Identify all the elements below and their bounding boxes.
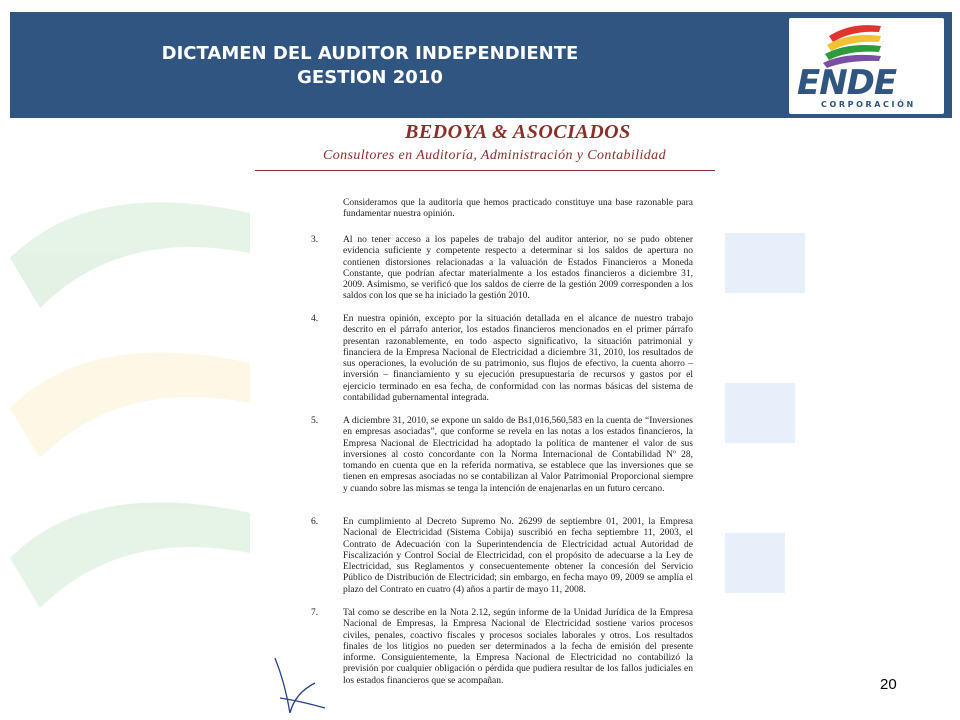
paragraph-text: Al no tener acceso a los papeles de trabajo del auditor anterior, no se pudo obtener evidencia suficiente y competente respecto a determinar si los saldos de apertura no contienen distorsiones relacionadas a la valuación de Estados Financieros a Moneda Constante, que podrían afectar materialmente a los estados financieros a diciembre 31, 2009. Asimismo, se verificó que los saldos de cierre de la gestión 2009 corresponden a los saldos con los que se ha iniciado la gestión 2010. xyxy=(343,235,693,302)
header-bar xyxy=(10,12,952,118)
paragraph-text: En nuestra opinión, excepto por la situación detallada en el alcance de nuestro trabajo descrito en el párrafo anterior, los estados financieros mencionados en el primer párrafo presentan razonablemente, en todo aspecto significativo, la situación patrimonial y financiera de la Empresa Nacional de Electricidad a diciembre 31, 2010, los resultados de sus operaciones, la evolución de su patrimonio, sus flujos de efectivo, la cuenta ahorro – inversión – financiamiento y su ejecución presupuestaria de recursos y gastos por el ejercicio terminado en esa fecha, de conformidad con las normas básicas del sistema de contabilidad gubernamental integrada. xyxy=(343,314,693,404)
paragraph-number: 3. xyxy=(311,235,319,245)
firm-subtitle: Consultores en Auditoría, Administración y Contabilidad xyxy=(323,148,666,163)
page-title xyxy=(10,42,730,90)
paragraph-number: 6. xyxy=(311,517,319,527)
ende-logo xyxy=(789,18,944,114)
firm-name: BEDOYA & ASOCIADOS xyxy=(405,121,631,143)
paragraph-number: 4. xyxy=(311,314,319,324)
signature-mark xyxy=(265,653,335,720)
paragraph-number: 5. xyxy=(311,416,319,426)
title-line-1: DICTAMEN DEL AUDITOR INDEPENDIENTE xyxy=(161,43,579,64)
scanned-document xyxy=(255,118,725,720)
logo-wordmark: ENDE xyxy=(797,63,897,103)
letterhead-divider xyxy=(255,170,715,171)
paragraph-text: Tal como se describe en la Nota 2.12, según informe de la Unidad Jurídica de la Empresa Nacional de Empresas, la Empresa Nacional de Electricidad sostiene varios procesos civiles, penales, coactivo fiscales y procesos sociales laborales y otros. Los resultados finales de los litigios no pueden ser determinados a la fecha de emisión del presente informe. Consiguientemente, la Empresa Nacional de Electricidad no contabilizó la previsión por cualquier obligación o pérdida que pudiera resultar de los fallos judiciales en los estados financieros que se acompañan. xyxy=(343,608,693,686)
title-line-2: GESTION 2010 xyxy=(297,67,443,88)
paragraph-text: En cumplimiento al Decreto Supremo No. 26299 de septiembre 01, 2001, la Empresa Nacional de Electricidad (Sistema Cobija) suscribió en fecha septiembre 11, 2003, el Contrato de Adecuación con la Superintendencia de Electricidad actual Autoridad de Fiscalización y Control Social de Electricidad, con el propósito de adecuarse a la Ley de Electricidad, sus Reglamentos y consecuentemente obtener la concesión del Servicio Público de Distribución de Electricidad; sin embargo, en fecha mayo 09, 2009 se amplía el plazo del Contrato en cuatro (4) años a partir de mayo 11, 2008. xyxy=(343,517,693,595)
page-number: 20 xyxy=(880,676,897,693)
paragraph-text: A diciembre 31, 2010, se expone un saldo de Bs1,016,560,583 en la cuenta de “Inversiones en empresas asociadas”, que conforme se revela en las notas a los estados financieros, la Empresa Nacional de Electricidad ha adoptado la política de mantener el valor de sus inversiones al costo concordante con la Norma Internacional de Contabilidad Nº 28, tomando en cuenta que en la referida normativa, se establece que las inversiones que se tienen en empresas asociadas no se contabilizan al Valor Patrimonial Proporcional siempre y cuando sobre las mismas se tenga la intención de enajenarlas en un futuro cercano. xyxy=(343,416,693,494)
intro-paragraph: Consideramos que la auditoría que hemos practicado constituye una base razonable para fundamentar nuestra opinión. xyxy=(343,198,693,220)
logo-subtitle: CORPORACIÓN xyxy=(821,100,916,109)
logo-stripes-icon xyxy=(789,18,944,68)
paragraph-number: 7. xyxy=(311,608,319,618)
